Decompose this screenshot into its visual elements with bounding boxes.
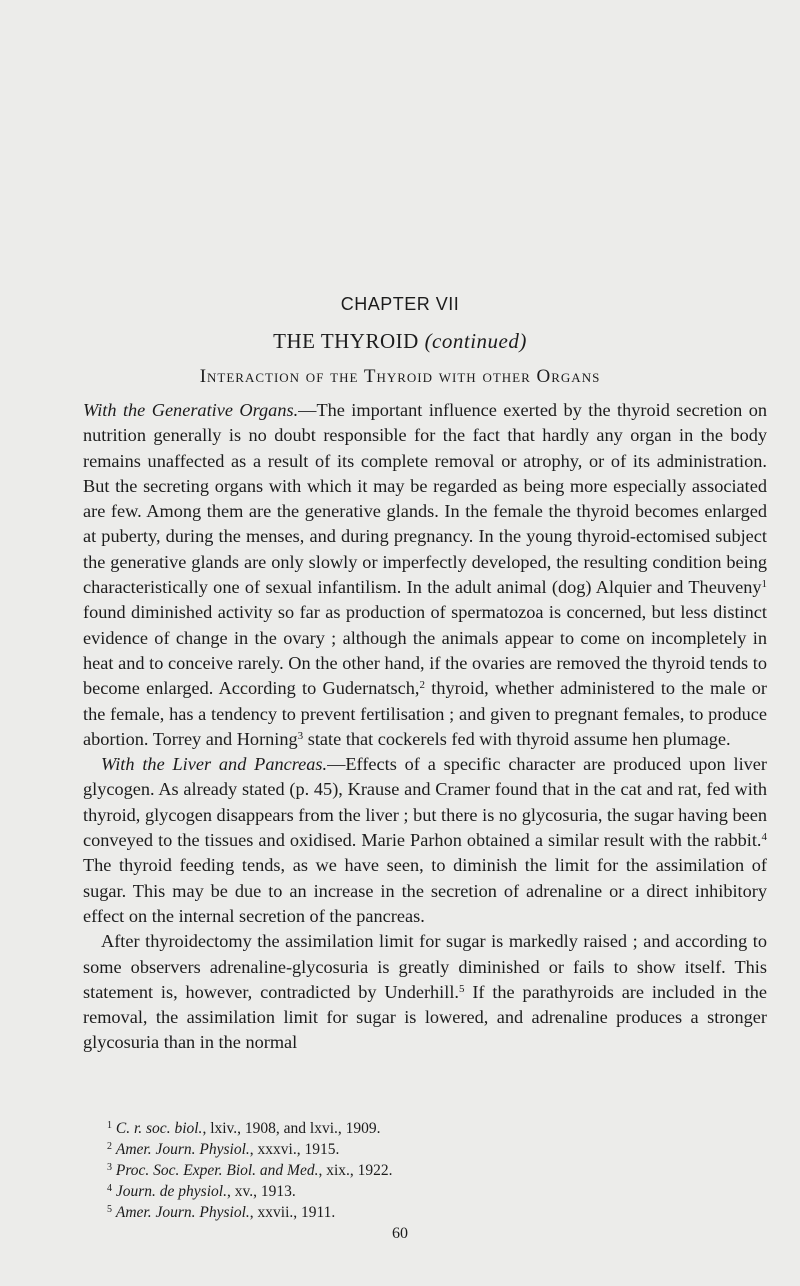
paragraph-lead: With the Generative Organs. — [83, 400, 299, 420]
footnote-journal: Amer. Journ. Physiol. — [115, 1204, 250, 1221]
footnote-5 — [107, 1202, 707, 1223]
paragraph-text: —Effects of a specific character are produced upon liver glycogen. As already stated (p. 45), Krause and Cramer found that in the cat and rat, fed with thyroid, glycogen disappears from the liver ; but there is no glycosuria, the sugar having been conveyed to the tissues and oxidised. Marie Parhon obtained a similar result with the rabbit. — [83, 754, 767, 851]
footnote-details: , xxvii., 1911. — [249, 1204, 336, 1221]
paragraph-text: thyroid, whether administered to the male or the female, has a tendency to prevent fertilisation ; and given to pregnant females, to produce abortion. Torrey and Horning — [83, 678, 768, 749]
chapter-title-suffix: (continued) — [424, 329, 527, 353]
footnote-details: , xxxvi., 1915. — [249, 1141, 340, 1158]
footnote-ref: 3 — [297, 729, 304, 742]
paragraph-generative-organs — [83, 398, 767, 752]
paragraph-text: After thyroidectomy the assimilation limit for sugar is markedly raised ; and according to some observers adrenaline-glycosuria is greatly diminished or fails to show itself. This statement is, however, contradicted by Underhill. — [83, 931, 767, 1002]
paragraph-text: The thyroid feeding tends, as we have seen, to diminish the limit for the assimilation of sugar. This may be due to an increase in the secretion of adrenaline or a direct inhibitory effect on the internal secretion of the pancreas. — [83, 855, 767, 926]
footnote-details: , lxiv., 1908, and lxvi., 1909. — [202, 1120, 381, 1137]
footnote-number: 2 — [107, 1141, 112, 1152]
footnote-number: 5 — [107, 1204, 112, 1215]
paragraph-lead: With the Liver and Pancreas. — [101, 754, 328, 775]
footnote-journal: Journ. de physiol. — [115, 1183, 227, 1200]
footnote-ref: 2 — [419, 679, 425, 692]
paragraph-text: found diminished activity so far as production of spermatozoa is concerned, but less distinct evidence of change in the ovary ; although the animals appear to come on incompletely in heat and to conceive rarely. On the other hand, if the ovaries are removed the thyroid tends to become enlarged. According to Gudernatsch, — [83, 602, 767, 699]
footnote-ref: 5 — [459, 982, 465, 995]
paragraph-thyroidectomy — [83, 929, 767, 1055]
section-heading: Interaction of the Thyroid with other Organs — [199, 366, 601, 387]
footnote-journal: Proc. Soc. Exper. Biol. and Med. — [115, 1162, 319, 1179]
footnote-journal: Amer. Journ. Physiol. — [115, 1141, 250, 1158]
footnote-ref: 4 — [761, 831, 767, 844]
footnote-details: , xv., 1913. — [226, 1183, 296, 1200]
chapter-heading: CHAPTER VII — [340, 294, 460, 314]
footnote-number: 3 — [107, 1162, 112, 1173]
footnote-4 — [107, 1181, 707, 1202]
footnotes — [107, 1118, 707, 1223]
paragraph-liver-pancreas — [83, 752, 767, 929]
footnote-details: , xix., 1922. — [318, 1162, 393, 1179]
paragraph-text: If the parathyroids are included in the removal, the assimilation limit for sugar is lowered, and adrenaline produces a stronger glycosuria than in the normal — [83, 981, 767, 1053]
footnote-number: 1 — [107, 1120, 112, 1131]
footnote-1 — [107, 1118, 707, 1139]
chapter-title-main: THE THYROID — [273, 329, 419, 353]
page-number: 60 — [392, 1225, 408, 1242]
chapter-title — [0, 329, 800, 354]
footnote-journal: C. r. soc. biol. — [115, 1120, 203, 1137]
footnote-ref: 1 — [761, 578, 767, 591]
footnote-2 — [107, 1139, 707, 1160]
paragraph-text: —The important influence exerted by the thyroid secretion on nutrition generally is no doubt responsible for the fact that hardly any organ in the body remains unaffected as a result of its complete removal or atrophy, or of its administration. But the secreting organs with which it may be regarded as being more especially associated are few. Among them are the generative glands. In the female the thyroid becomes enlarged at puberty, during the menses, and during pregnancy. In the young thyroid-ectomised subject the generative glands are only slowly or imperfectly developed, the resulting condition being characteristically one of sexual infantilism. In the adult animal (dog) Alquier and Theuveny — [83, 400, 767, 598]
paragraph-text: state that cockerels fed with thyroid assume hen plumage. — [303, 728, 731, 749]
body-text — [83, 398, 767, 1056]
footnote-number: 4 — [107, 1183, 112, 1194]
footnote-3 — [107, 1160, 707, 1181]
